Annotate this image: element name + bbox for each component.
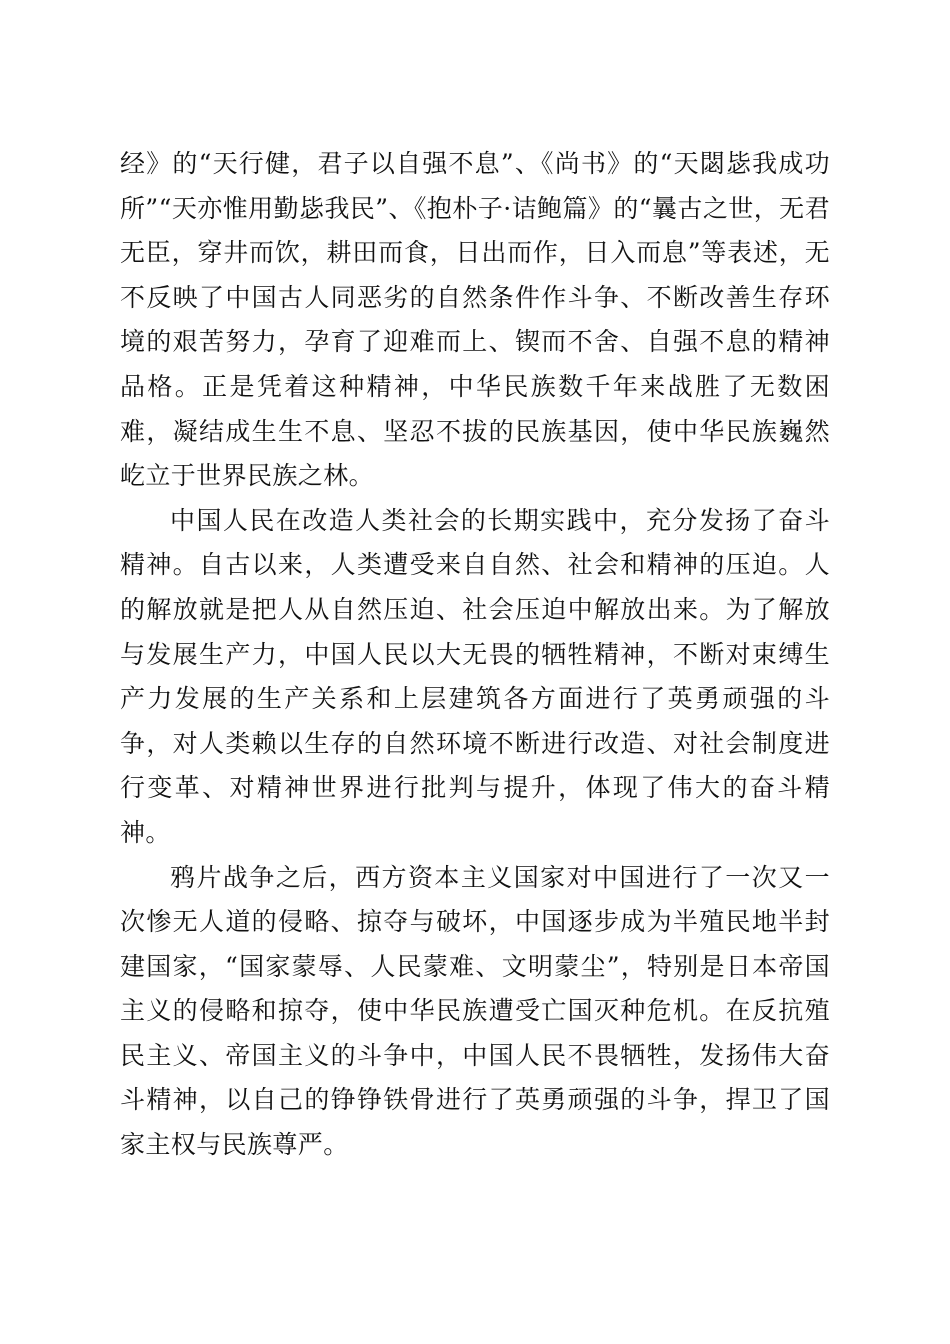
paragraph-1: 经》的“天行健，君子以自强不息”、《尚书》的“天閟毖我成功所”“天亦惟用勤毖我民”、《抱朴子·诘鲍篇》的“曩古之世，无君无臣，穿井而饮，耕田而食，日出而作，日入而息”等表述，无不反映了中国古人同恶劣的自然条件作斗争、不断改善生存环境的艰苦努力，孕育了迎难而上、锲而不舍、自强不息的精神品格。正是凭着这种精神，中华民族数千年来战胜了无数困难，凝结成生生不息、坚忍不拔的民族基因，使中华民族巍然屹立于世界民族之林。 (120, 149, 830, 491)
paragraph-2: 中国人民在改造人类社会的长期实践中，充分发扬了奋斗精神。自古以来，人类遭受来自自然、社会和精神的压迫。人的解放就是把人从自然压迫、社会压迫中解放出来。为了解放与发展生产力，中国人民以大无畏的牺牲精神，不断对束缚生产力发展的生产关系和上层建筑各方面进行了英勇顽强的斗争，对人类赖以生存的自然环境不断进行改造、对社会制度进行变革、对精神世界进行批判与提升，体现了伟大的奋斗精神。 (120, 505, 830, 847)
paragraph-3: 鸦片战争之后，西方资本主义国家对中国进行了一次又一次惨无人道的侵略、掠夺与破坏，中国逐步成为半殖民地半封建国家，“国家蒙辱、人民蒙难、文明蒙尘”，特别是日本帝国主义的侵略和掠夺，使中华民族遭受亡国灭种危机。在反抗殖民主义、帝国主义的斗争中，中国人民不畏牺牲，发扬伟大奋斗精神，以自己的铮铮铁骨进行了英勇顽强的斗争，捍卫了国家主权与民族尊严。 (120, 862, 830, 1160)
body-text (120, 142, 830, 1168)
